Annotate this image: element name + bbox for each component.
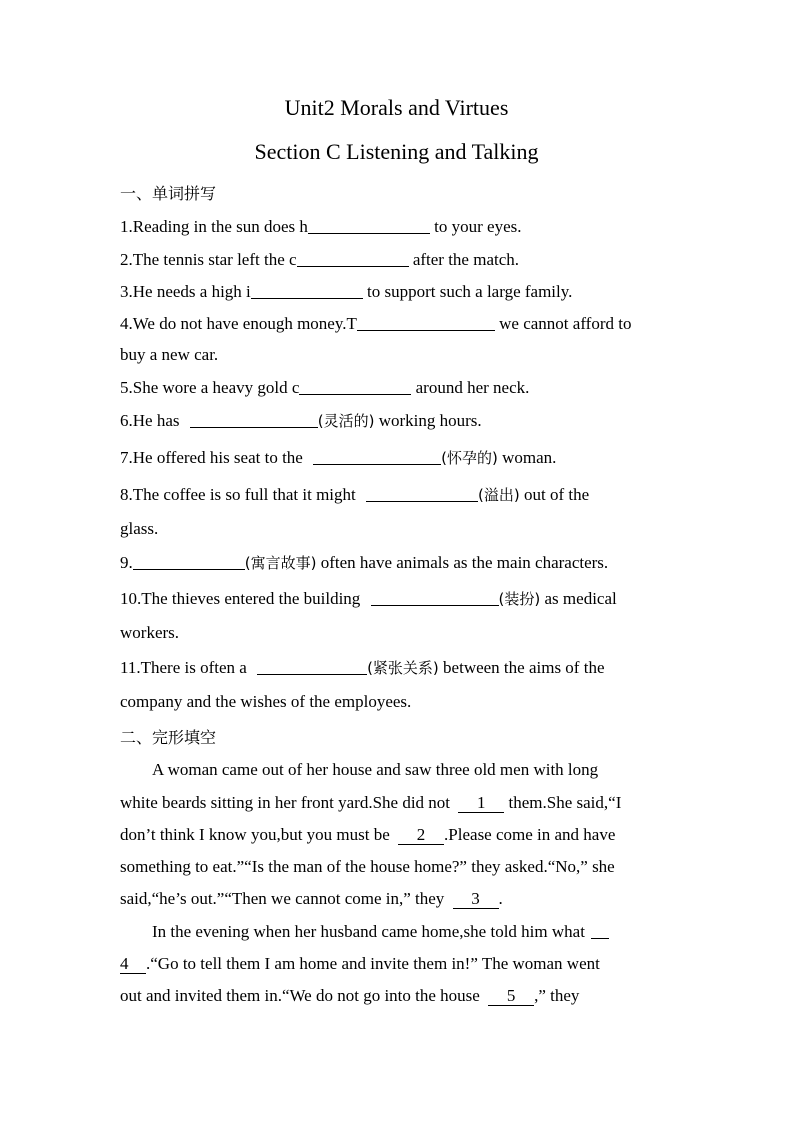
question-4: 4.We do not have enough money.T we cannot afford to [120, 314, 632, 333]
answer-blank[interactable] [297, 249, 409, 267]
question-8-continued: glass. [120, 519, 159, 538]
page-title: Unit2 Morals and Virtues [284, 95, 509, 120]
question-11: 11.There is often a (紧张关系) between the aims of the [120, 658, 605, 677]
cloze-blank-4[interactable]: 4 [120, 955, 146, 974]
answer-blank[interactable] [366, 484, 478, 502]
cloze-line-3: don’t think I know you,but you must be 2 .Please come in and have [120, 825, 616, 844]
answer-blank[interactable] [299, 377, 411, 395]
question-1: 1.Reading in the sun does h to your eyes. [120, 217, 522, 236]
answer-blank[interactable] [133, 552, 245, 570]
answer-blank[interactable] [308, 216, 430, 234]
cloze-line-8: out and invited them in.“We do not go into the house 5 ,” they [120, 986, 580, 1005]
question-5: 5.She wore a heavy gold c around her neck. [120, 378, 530, 397]
cloze-line-6: In the evening when her husband came home,she told him what [152, 921, 609, 942]
question-3: 3.He needs a high i to support such a large family. [120, 282, 573, 301]
answer-blank[interactable] [190, 410, 318, 428]
cloze-blank-4-start[interactable] [591, 921, 609, 939]
cloze-blank-3[interactable]: 3 [453, 890, 499, 909]
cloze-line-2: white beards sitting in her front yard.She did not 1 them.She said,“I [120, 793, 622, 812]
question-6: 6.He has (灵活的) working hours. [120, 411, 482, 430]
question-4-continued: buy a new car. [120, 345, 219, 364]
question-11-continued: company and the wishes of the employees. [120, 692, 412, 711]
question-10-continued: workers. [120, 623, 180, 642]
cloze-line-1: A woman came out of her house and saw three old men with long [152, 760, 599, 779]
question-9: 9. (寓言故事) often have animals as the main characters. [120, 553, 609, 572]
answer-blank[interactable] [257, 657, 367, 675]
cloze-line-5: said,“he’s out.”“Then we cannot come in,” they 3 . [120, 889, 503, 908]
answer-blank[interactable] [251, 281, 363, 299]
question-7: 7.He offered his seat to the (怀孕的) woman. [120, 448, 557, 467]
page-subtitle: Section C Listening and Talking [254, 139, 539, 164]
cloze-blank-1[interactable]: 1 [458, 794, 504, 813]
cloze-line-4: something to eat.”“Is the man of the house home?” they asked.“No,” she [120, 857, 615, 876]
question-10: 10.The thieves entered the building (装扮) as medical [120, 589, 617, 608]
question-2: 2.The tennis star left the c after the match. [120, 250, 520, 269]
section-heading-cloze: 二、完形填空 [120, 728, 217, 747]
answer-blank[interactable] [313, 447, 441, 465]
answer-blank[interactable] [357, 313, 495, 331]
answer-blank[interactable] [371, 588, 499, 606]
question-8: 8.The coffee is so full that it might (溢出) out of the [120, 485, 590, 504]
cloze-blank-2[interactable]: 2 [398, 826, 444, 845]
section-heading-spelling: 一、单词拼写 [120, 184, 217, 203]
cloze-blank-5[interactable]: 5 [488, 987, 534, 1006]
cloze-line-7: 4 .“Go to tell them I am home and invite them in!” The woman went [120, 954, 600, 973]
